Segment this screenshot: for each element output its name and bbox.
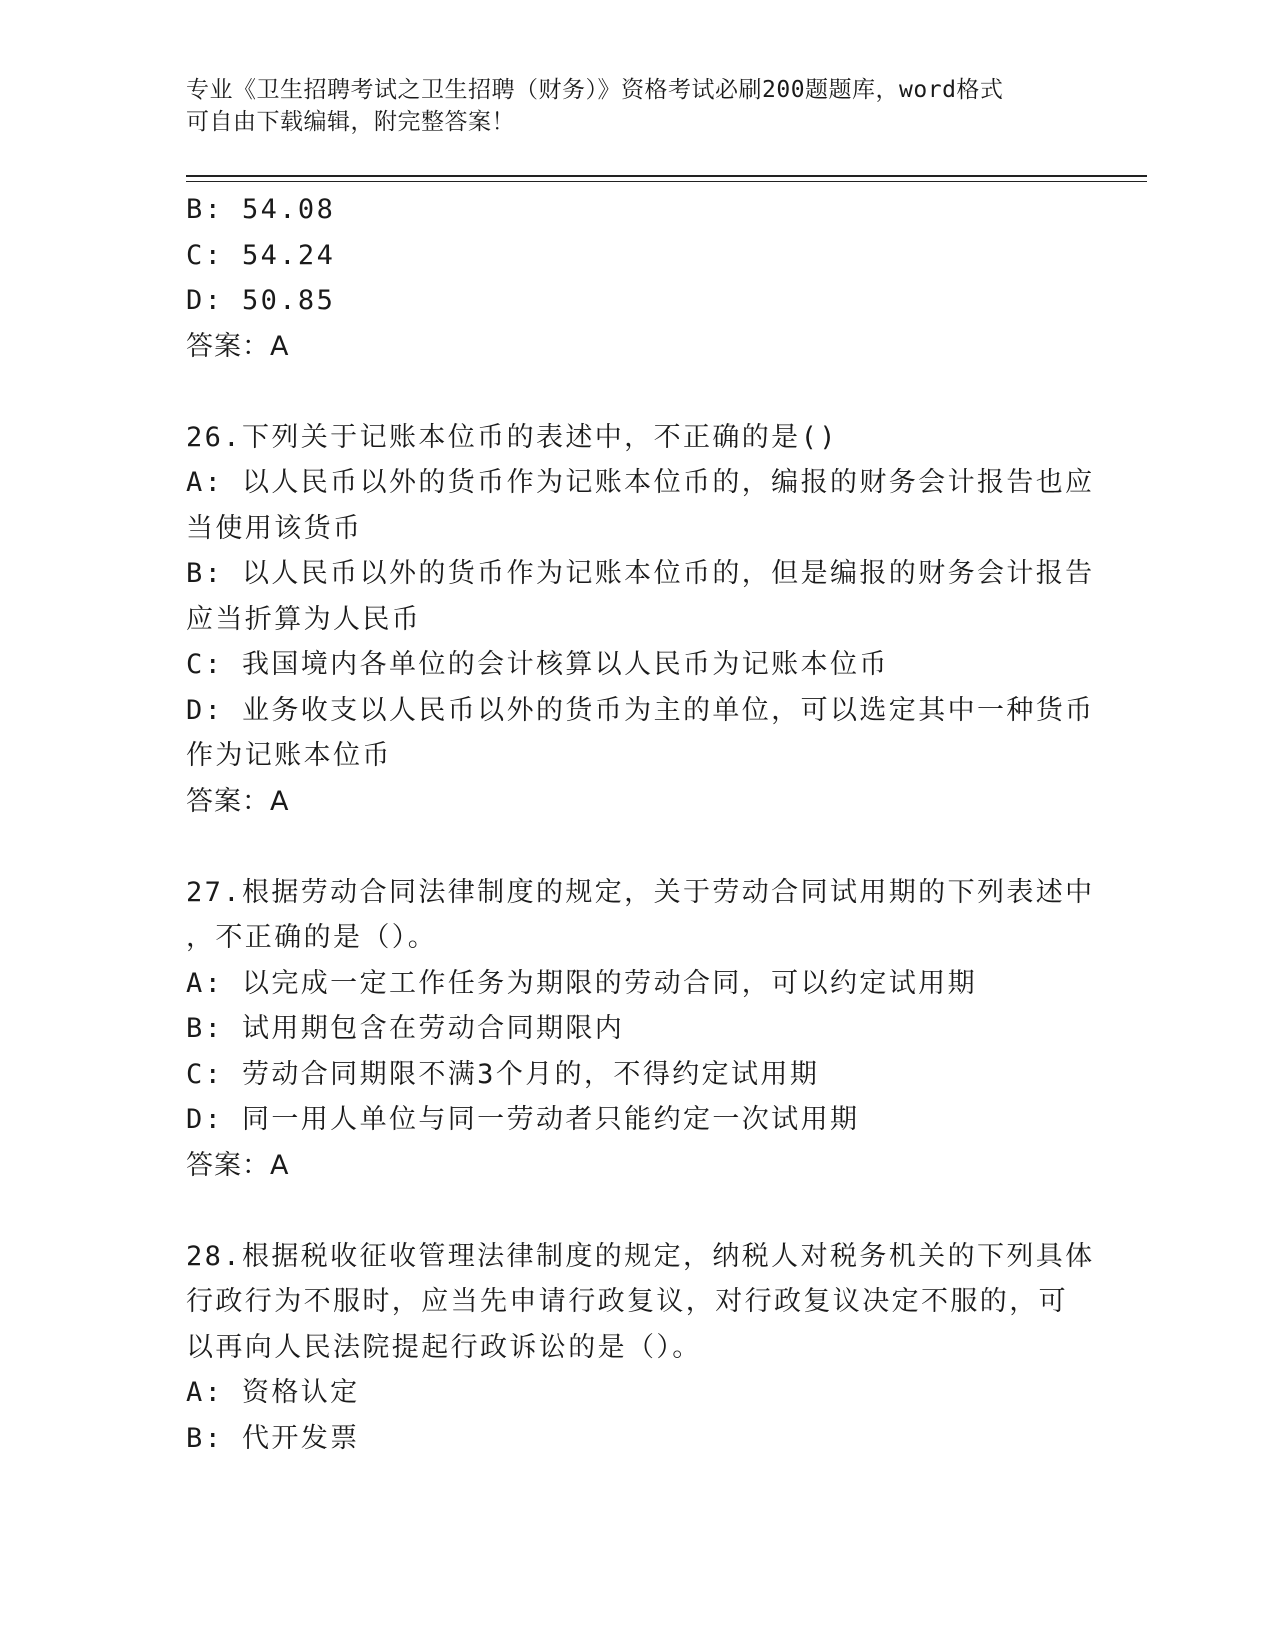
header-line-1: 专业《卫生招聘考试之卫生招聘（财务）》资格考试必刷200题题库，word格式	[186, 77, 1004, 103]
question-text: 行政行为不服时，应当先申请行政复议，对行政复议决定不服的，可	[186, 1286, 1068, 1317]
option-line: 应当折算为人民币	[186, 603, 422, 635]
question-26-block	[186, 415, 1095, 825]
question-27-block	[186, 870, 1095, 1189]
option-line: B: 试用期包含在劳动合同期限内	[186, 1013, 625, 1044]
option-line: A: 以完成一定工作任务为期限的劳动合同，可以约定试用期	[186, 967, 977, 999]
question-25-block	[186, 187, 1076, 369]
question-text: 以再向人民法院提起行政诉讼的是（）。	[186, 1331, 702, 1363]
option-line: B: 以人民币以外的货币作为记账本位币的，但是编报的财务会计报告	[186, 558, 1095, 589]
header-divider-thick	[186, 175, 1147, 177]
spacer	[186, 369, 1076, 415]
question-content	[186, 187, 1095, 1461]
answer-line: 答案：A	[186, 330, 290, 362]
question-text: 26.下列关于记账本位币的表述中，不正确的是()	[186, 421, 838, 453]
answer-line: 答案：A	[186, 785, 290, 817]
header-divider-thin	[186, 181, 1147, 182]
option-line: C: 54.24	[186, 239, 336, 271]
option-line: A: 以人民币以外的货币作为记账本位币的，编报的财务会计报告也应	[186, 467, 1095, 498]
question-text: 28.根据税收征收管理法律制度的规定，纳税人对税务机关的下列具体	[186, 1240, 1095, 1272]
question-text: 27.根据劳动合同法律制度的规定，关于劳动合同试用期的下列表述中	[186, 876, 1095, 908]
option-line: A: 资格认定	[186, 1377, 360, 1408]
option-line: C: 劳动合同期限不满3个月的，不得约定试用期	[186, 1058, 820, 1090]
question-28-block	[186, 1234, 1095, 1462]
option-line: 当使用该货币	[186, 512, 363, 544]
page-header	[186, 74, 1066, 138]
option-line: C: 我国境内各单位的会计核算以人民币为记账本位币	[186, 649, 889, 680]
spacer	[186, 824, 1076, 870]
option-line: D: 业务收支以人民币以外的货币为主的单位，可以选定其中一种货币	[186, 694, 1095, 726]
spacer	[186, 1188, 1076, 1234]
option-line: B: 54.08	[186, 194, 336, 225]
option-line: D: 50.85	[186, 285, 336, 316]
answer-line: 答案：A	[186, 1149, 290, 1181]
header-line-2: 可自由下载编辑，附完整答案！	[186, 109, 515, 135]
option-line: B: 代开发票	[186, 1422, 360, 1454]
option-line: D: 同一用人单位与同一劳动者只能约定一次试用期	[186, 1104, 860, 1135]
question-text: ，不正确的是（）。	[186, 922, 438, 953]
option-line: 作为记账本位币	[186, 740, 392, 771]
